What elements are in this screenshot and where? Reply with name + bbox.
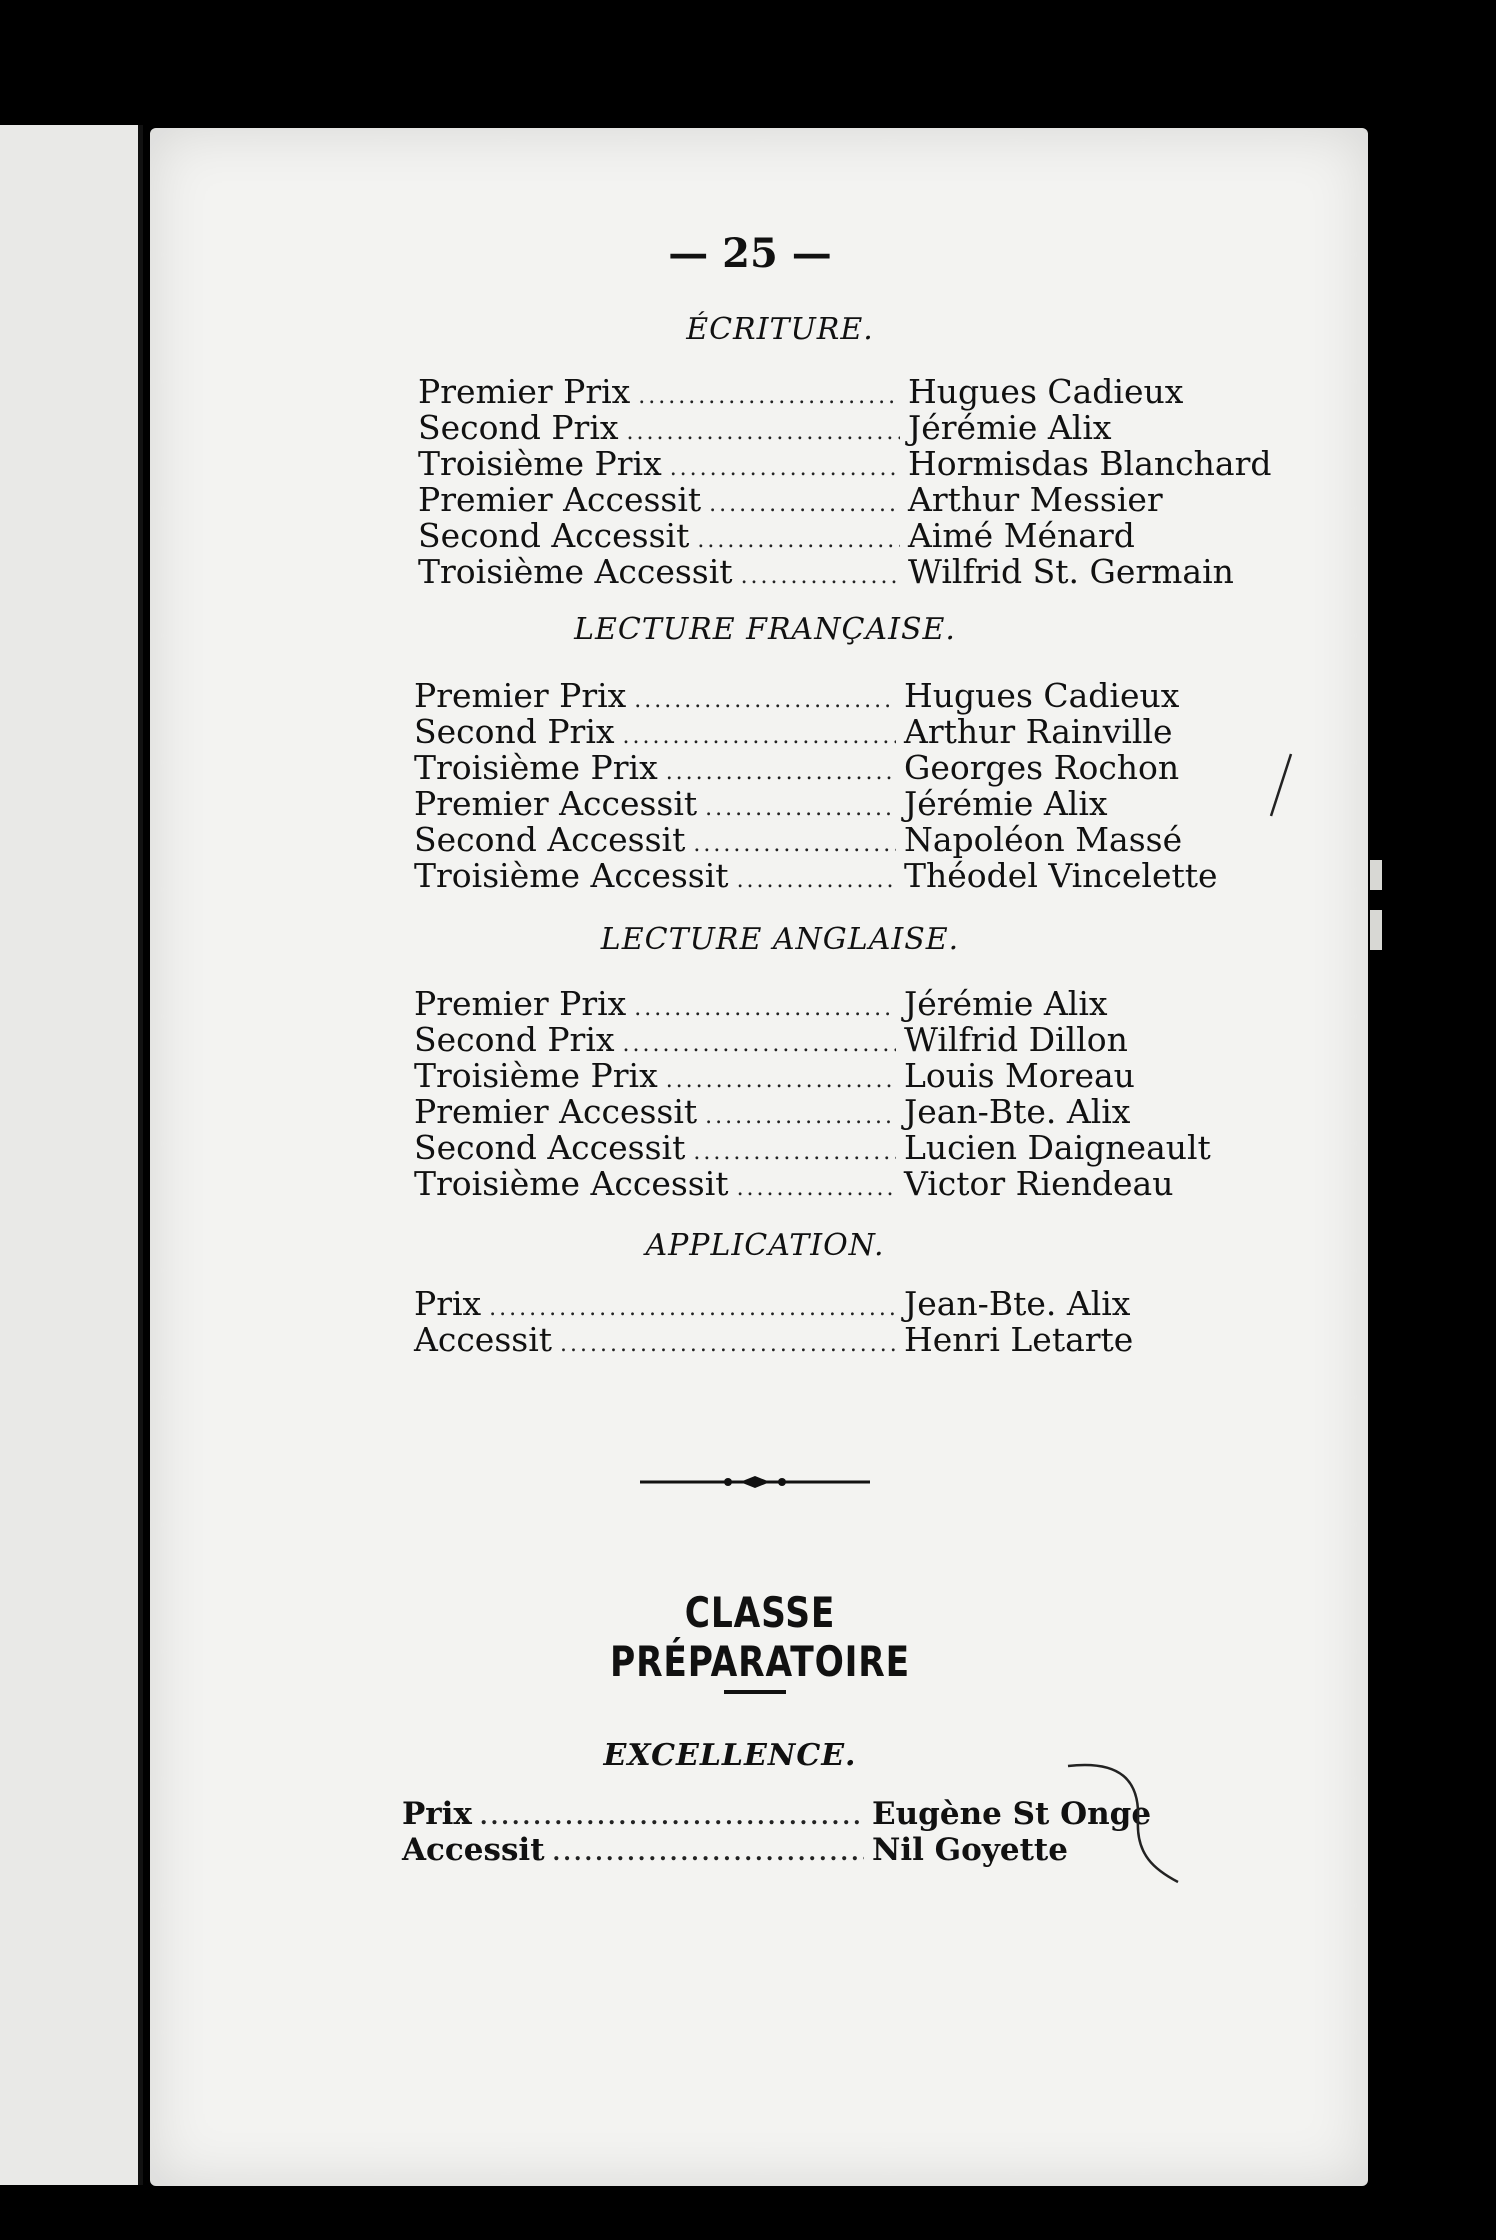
prize-winner: Arthur Rainville [904, 712, 1173, 751]
prize-label: Second Accessit [418, 516, 690, 555]
prize-row [418, 480, 1238, 519]
prize-label: Second Prix [418, 408, 619, 447]
leader-dots [627, 420, 901, 445]
prize-winner: Eugène St Onge [872, 1796, 1152, 1832]
prize-label: Troisième Accessit [414, 1164, 729, 1203]
prize-winner: Jérémie Alix [904, 784, 1108, 823]
prize-winner: Henri Letarte [904, 1320, 1134, 1359]
prize-label: Prix [402, 1796, 472, 1832]
section-title-lecture-anglaise: LECTURE ANGLAISE. [600, 922, 960, 957]
prize-winner: Nil Goyette [872, 1832, 1068, 1868]
leader-dots [697, 528, 900, 553]
prize-row [418, 372, 1238, 411]
prize-row [414, 1020, 1234, 1059]
prize-winner: Victor Riendeau [904, 1164, 1174, 1203]
prize-row [418, 408, 1238, 447]
prize-row [418, 516, 1238, 555]
prize-winner: Théodel Vincelette [904, 856, 1218, 895]
prize-label: Second Accessit [414, 1128, 686, 1167]
prize-row [414, 748, 1234, 787]
film-tab-mark [1370, 860, 1382, 890]
prize-winner: Wilfrid St. Germain [908, 552, 1234, 591]
prize-row [414, 1092, 1234, 1131]
prize-row [414, 712, 1234, 751]
leader-dots [741, 564, 900, 589]
prize-winner: Jean-Bte. Alix [904, 1284, 1131, 1323]
section-title-excellence: EXCELLENCE. [603, 1738, 857, 1773]
prize-winner: Hormisdas Blanchard [908, 444, 1272, 483]
class-heading: CLASSE PRÉPARATOIRE [610, 1588, 910, 1686]
film-tab-mark [1370, 910, 1382, 950]
prize-label: Premier Prix [414, 676, 627, 715]
leader-dots [693, 1140, 896, 1165]
section-title-ecriture: ÉCRITURE. [686, 312, 874, 347]
prize-row [402, 1832, 1122, 1868]
prize-label: Troisième Accessit [418, 552, 733, 591]
prize-list-excellence [402, 1796, 1152, 1868]
leader-dots [553, 1840, 864, 1866]
leader-dots [705, 1104, 896, 1129]
leader-dots [638, 384, 900, 409]
prize-label: Prix [414, 1284, 482, 1323]
prize-row [414, 984, 1234, 1023]
section-title-application: APPLICATION. [645, 1228, 885, 1263]
prize-list-application [414, 1284, 1234, 1359]
prize-label: Accessit [402, 1832, 545, 1868]
prize-label: Second Prix [414, 1020, 615, 1059]
prize-label: Second Accessit [414, 820, 686, 859]
leader-dots [623, 1032, 897, 1057]
prize-winner: Napoléon Massé [904, 820, 1183, 859]
prize-winner: Jean-Bte. Alix [904, 1092, 1131, 1131]
prize-winner: Georges Rochon [904, 748, 1180, 787]
leader-dots [666, 760, 896, 785]
prize-winner: Aimé Ménard [908, 516, 1135, 555]
prize-row [418, 552, 1238, 591]
prize-row [414, 856, 1234, 895]
prize-list-lecture-anglaise [414, 984, 1234, 1203]
prize-row [414, 784, 1234, 823]
prize-label: Premier Accessit [418, 480, 702, 519]
leader-dots [737, 868, 896, 893]
prize-row [414, 820, 1234, 859]
prize-winner: Hugues Cadieux [904, 676, 1180, 715]
adjacent-page-edge [0, 125, 143, 2185]
prize-row [414, 1128, 1234, 1167]
leader-dots [634, 688, 896, 713]
prize-winner: Jérémie Alix [904, 984, 1108, 1023]
pencil-slash-mark [1265, 750, 1295, 820]
prize-winner: Lucien Daigneault [904, 1128, 1211, 1167]
leader-dots [480, 1804, 864, 1830]
leader-dots [623, 724, 897, 749]
leader-dots [489, 1296, 896, 1321]
leader-dots [670, 456, 900, 481]
prize-label: Troisième Prix [414, 748, 658, 787]
prize-row [402, 1796, 1152, 1832]
prize-label: Troisième Prix [418, 444, 662, 483]
prize-label: Accessit [414, 1320, 553, 1359]
prize-label: Troisième Accessit [414, 856, 729, 895]
leader-dots [560, 1332, 896, 1357]
leader-dots [705, 796, 896, 821]
pencil-bracket-mark [1060, 1760, 1190, 1890]
prize-winner: Wilfrid Dillon [904, 1020, 1128, 1059]
prize-row [414, 1284, 1234, 1323]
prize-row [414, 1320, 1234, 1359]
prize-row [414, 1056, 1234, 1095]
section-title-lecture-francaise: LECTURE FRANÇAISE. [574, 612, 956, 647]
short-rule [724, 1690, 786, 1694]
page-number: — 25 — [668, 230, 832, 277]
prize-row [418, 444, 1272, 483]
prize-winner: Arthur Messier [908, 480, 1163, 519]
prize-row [414, 1164, 1234, 1203]
prize-winner: Jérémie Alix [908, 408, 1112, 447]
prize-label: Premier Prix [418, 372, 631, 411]
leader-dots [737, 1176, 896, 1201]
prize-label: Premier Accessit [414, 784, 698, 823]
prize-row [414, 676, 1234, 715]
leader-dots [634, 996, 896, 1021]
prize-winner: Louis Moreau [904, 1056, 1135, 1095]
leader-dots [709, 492, 900, 517]
prize-list-lecture-francaise [414, 676, 1234, 895]
ornamental-divider [640, 1475, 870, 1489]
prize-winner: Hugues Cadieux [908, 372, 1184, 411]
leader-dots [666, 1068, 896, 1093]
prize-list-ecriture [418, 372, 1272, 591]
leader-dots [693, 832, 896, 857]
prize-label: Second Prix [414, 712, 615, 751]
prize-label: Troisième Prix [414, 1056, 658, 1095]
prize-label: Premier Prix [414, 984, 627, 1023]
prize-label: Premier Accessit [414, 1092, 698, 1131]
